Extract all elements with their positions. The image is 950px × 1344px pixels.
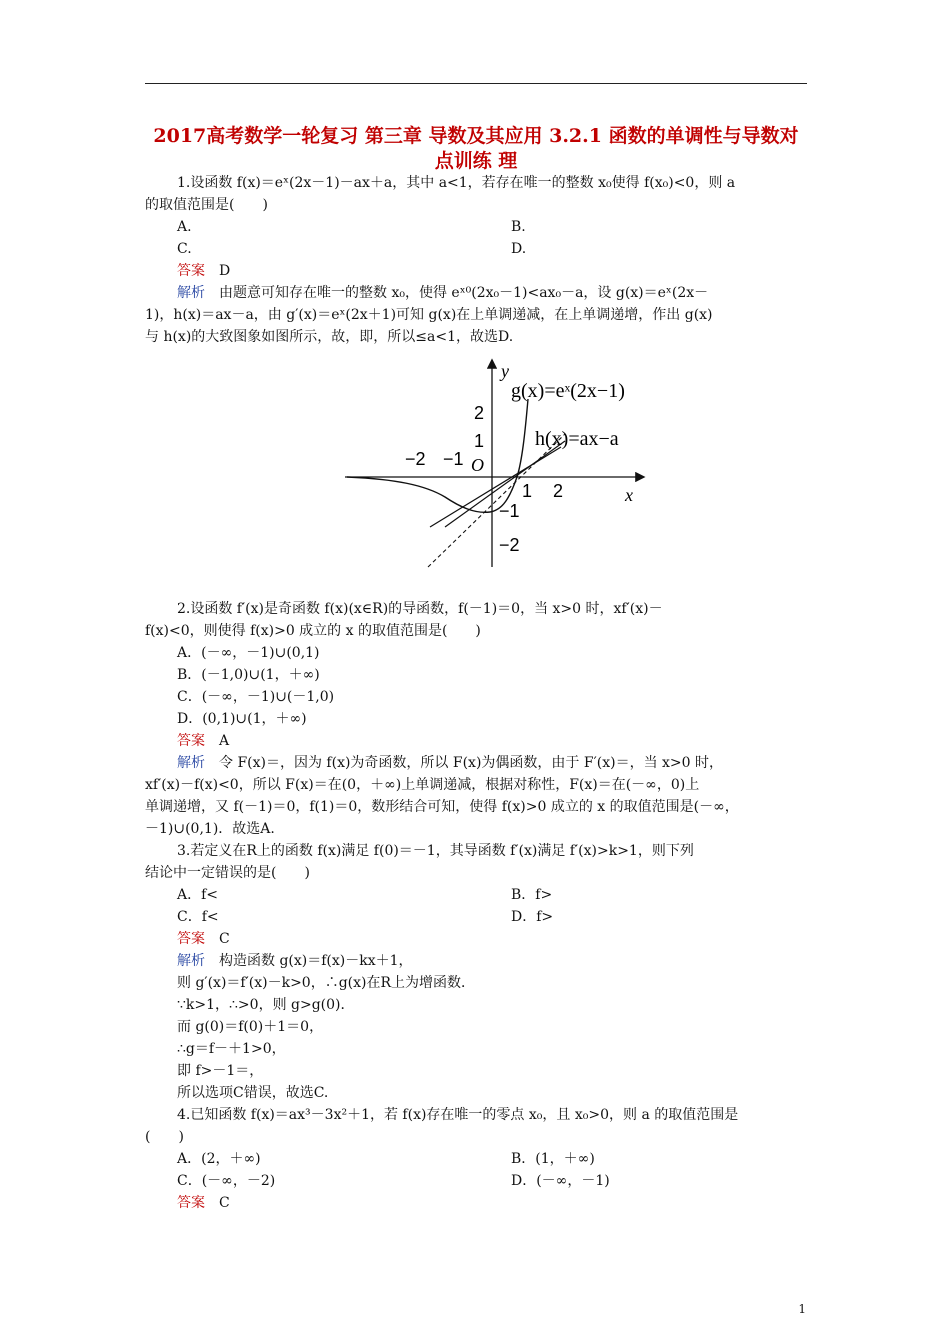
answer-label: 答案 (177, 733, 205, 749)
q2-option-b: B．(－1,0)∪(1，＋∞) (177, 667, 320, 683)
q1-option-c: C. (177, 241, 192, 257)
document-title: 2017高考数学一轮复习 第三章 导数及其应用 3.2.1 函数的单调性与导数对点训练 理 (153, 125, 799, 172)
q3-option-b: B．f> (511, 887, 553, 903)
q2-stem-line2: f(x)<0，则使得 f(x)>0 成立的 x 的取值范围是( ) (145, 623, 481, 639)
q4-options-row1 (145, 1148, 807, 1170)
q4-option-b: B．(1，＋∞) (511, 1151, 595, 1167)
q1-option-a: A. (177, 219, 192, 235)
x-tick-1: 1 (522, 481, 533, 501)
q4-option-c: C．(－∞，－2) (177, 1173, 276, 1189)
q3-options-row2 (145, 906, 807, 928)
origin-label: O (471, 455, 484, 475)
q3-explanation-line2: 则 g′(x)＝f′(x)－k>0，∴g(x)在R上为增函数． (177, 975, 476, 991)
q2-explanation-line4: －1)∪(0,1)．故选A. (145, 821, 275, 837)
y-tick-minus-1: −1 (499, 501, 520, 521)
y-tick-1: 1 (474, 431, 485, 451)
q3-explanation-line5: ∴g＝f－＋1>0， (177, 1041, 286, 1057)
explanation-text: 由题意可知存在唯一的整数 x₀，使得 eˣ⁰(2x₀－1)<ax₀－a，设 g(x)＝eˣ(2x－ (219, 285, 709, 301)
q1-option-b: B. (511, 219, 526, 235)
q2-option-c: C．(－∞，－1)∪(－1,0) (177, 689, 335, 705)
q2-option-a: A．(－∞，－1)∪(0,1) (177, 645, 320, 661)
x-tick-minus-2: −2 (405, 449, 426, 469)
q3-option-c: C．f< (177, 909, 219, 925)
q1-explanation-line2: 1)，h(x)＝ax－a，由 g′(x)＝eˣ(2x＋1)可知 g(x)在上单调递减，在上单调递增，作出 g(x) (145, 307, 713, 323)
answer-label: 答案 (177, 1195, 205, 1211)
page-number: 1 (798, 1302, 806, 1316)
g-function-label: g(x)=eˣ(2x−1) (511, 380, 625, 402)
q2-stem-line1: 2.设函数 f′(x)是奇函数 f(x)(x∈R)的导函数，f(－1)＝0，当 x>0 时，xf′(x)－ (177, 601, 663, 617)
q3-explanation-line1 (145, 950, 807, 972)
q4-stem-line1: 4.已知函数 f(x)＝ax³－3x²＋1，若 f(x)存在唯一的零点 x₀，且 x₀>0，则 a 的取值范围是 (177, 1107, 739, 1123)
q1-answer (145, 260, 807, 282)
answer-value: C (219, 931, 230, 947)
y-axis-label: y (501, 361, 509, 381)
answer-label: 答案 (177, 931, 205, 947)
explanation-label: 解析 (177, 953, 205, 969)
q1-options-row1 (145, 216, 807, 238)
explanation-label: 解析 (177, 755, 205, 771)
q2-option-d: D．(0,1)∪(1，＋∞) (177, 711, 307, 727)
x-tick-minus-1: −1 (443, 449, 464, 469)
q2-explanation-line3: 单调递增，又 f(－1)＝0，f(1)＝0，数形结合可知，使得 f(x)>0 成立的 x 的取值范围是(－∞， (145, 799, 739, 815)
q3-explanation-line6: 即 f>－1＝， (177, 1063, 264, 1079)
answer-label: 答案 (177, 263, 205, 279)
q3-answer (145, 928, 807, 950)
q1-stem-line2: 的取值范围是( ) (145, 197, 268, 213)
q3-option-a: A．f< (177, 887, 219, 903)
h-function-label: h(x)=ax−a (535, 428, 619, 450)
explanation-label: 解析 (177, 285, 205, 301)
g-curve (347, 399, 528, 512)
q1-options-row2 (145, 238, 807, 260)
q3-options-row1 (145, 884, 807, 906)
x-axis-label: x (625, 485, 633, 505)
q2-explanation-line1 (145, 752, 807, 774)
function-graph (325, 349, 657, 579)
q3-stem-line1: 3.若定义在R上的函数 f(x)满足 f(0)＝－1，其导函数 f′(x)满足 f′(x)>k>1，则下列 (177, 843, 694, 859)
y-tick-2: 2 (474, 403, 485, 423)
q3-explanation-line7: 所以选项C错误，故选C. (177, 1085, 329, 1101)
q4-stem-line2: ( ) (145, 1129, 184, 1145)
header-rule (145, 83, 807, 84)
q1-stem-line1: 1.设函数 f(x)＝eˣ(2x－1)－ax＋a，其中 a<1，若存在唯一的整数 x₀使得 f(x₀)<0，则 a (177, 175, 736, 191)
q3-explanation-line3: ∵k>1，∴>0，则 g>g(0)． (177, 997, 355, 1013)
q2-explanation-line2: xf′(x)－f(x)<0，所以 F(x)＝在(0，＋∞)上单调递减，根据对称性，F(x)＝在(－∞，0)上 (145, 777, 700, 793)
q2-answer (145, 730, 807, 752)
q3-stem-line2: 结论中一定错误的是( ) (145, 865, 310, 881)
q4-options-row2 (145, 1170, 807, 1192)
answer-value: C (219, 1195, 230, 1211)
document-body (145, 172, 807, 1214)
q1-explanation-line1 (145, 282, 807, 304)
explanation-text: 令 F(x)＝，因为 f(x)为奇函数，所以 F(x)为偶函数，由于 F′(x)＝，当 x>0 时， (219, 755, 724, 771)
answer-value: A (219, 733, 230, 749)
q1-explanation-line3: 与 h(x)的大致图象如图所示，故，即，所以≤a<1，故选D. (145, 329, 514, 345)
x-tick-2: 2 (553, 481, 564, 501)
explanation-text: 构造函数 g(x)＝f(x)－kx＋1， (219, 953, 413, 969)
q4-option-a: A．(2，＋∞) (177, 1151, 261, 1167)
answer-value: D (219, 263, 231, 279)
y-tick-minus-2: −2 (499, 535, 520, 555)
q1-option-d: D. (511, 241, 527, 257)
q3-explanation-line4: 而 g(0)＝f(0)＋1＝0， (177, 1019, 324, 1035)
q4-option-d: D．(－∞，－1) (511, 1173, 610, 1189)
q3-option-d: D．f> (511, 909, 554, 925)
q4-answer (145, 1192, 807, 1214)
